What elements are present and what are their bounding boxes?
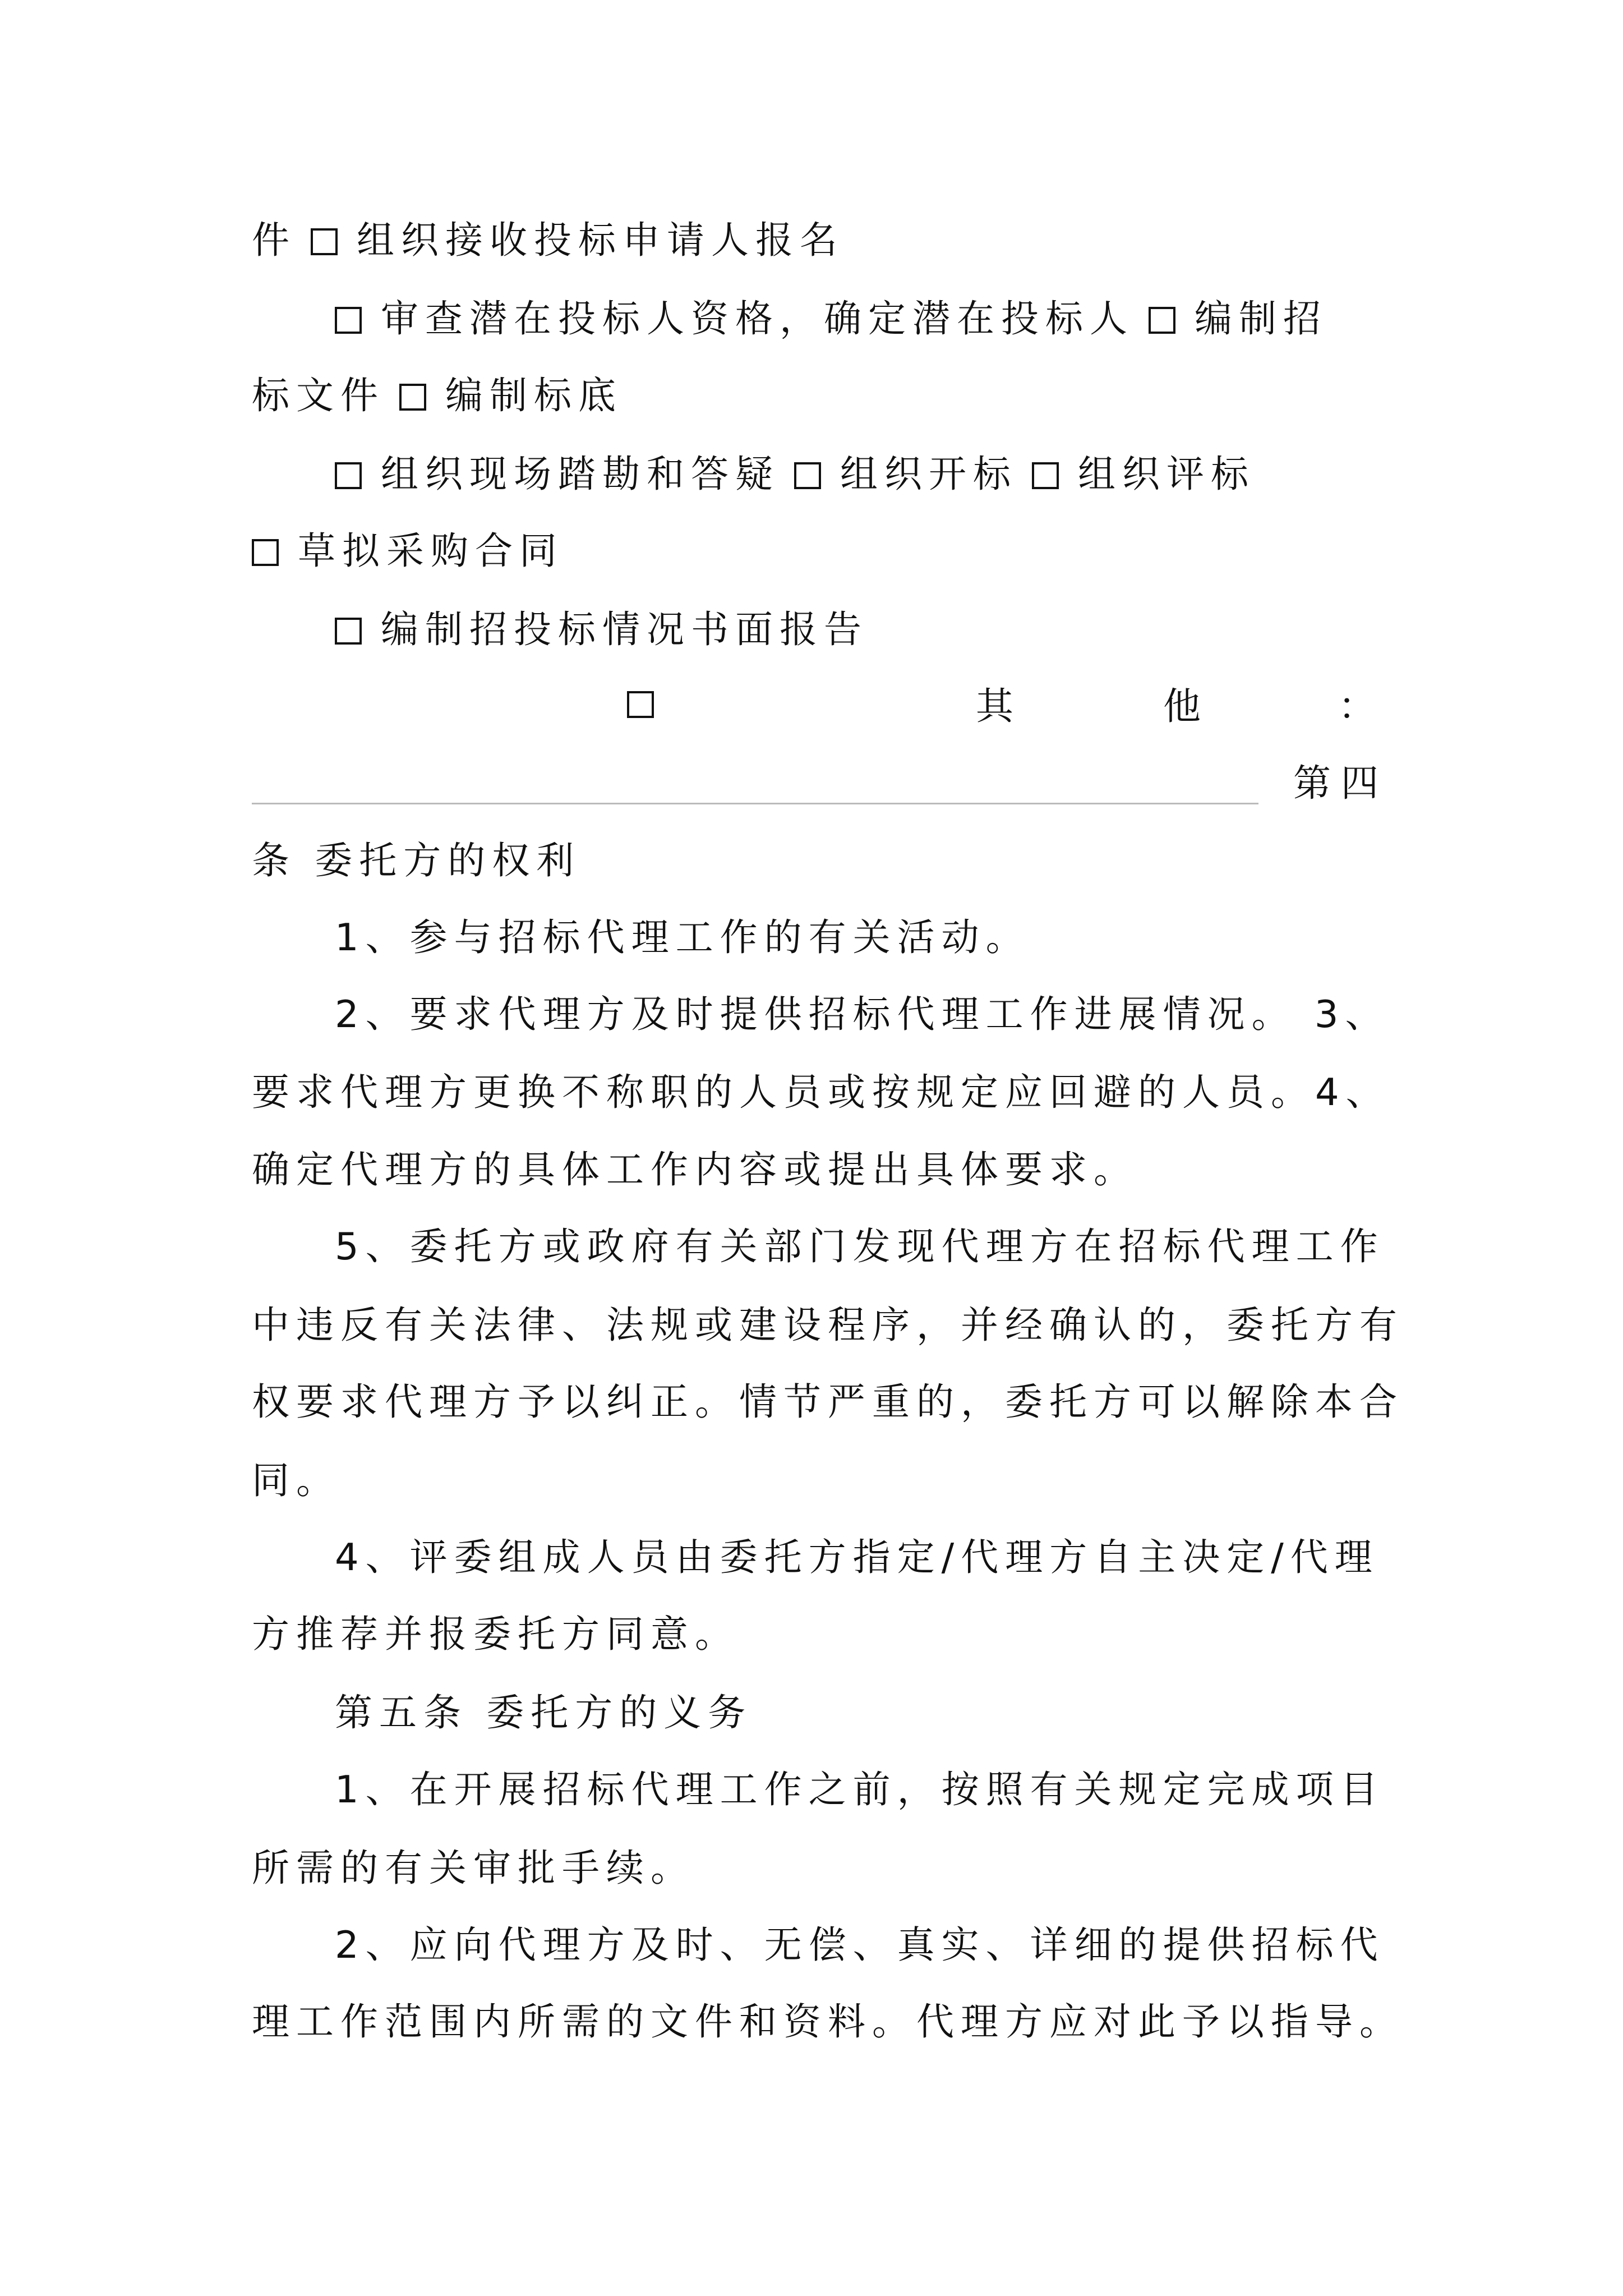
- line-5: [252, 523, 564, 579]
- line-1: [252, 212, 844, 268]
- right-item-5-line-3: 权要求代理方予以纠正。情节严重的，委托方可以解除本合: [252, 1380, 1404, 1424]
- option-prepare-tender-docs: 编制招: [1195, 297, 1327, 341]
- article-5-heading: 第五条 委托方的义务: [335, 1691, 753, 1734]
- option-written-report: 编制招投标情况书面报告: [381, 608, 868, 651]
- duty-item-1-line-2: 所需的有关审批手续。: [252, 1846, 695, 1890]
- option-review-qualification: 审查潜在投标人资格，确定潜在投标人: [381, 297, 1134, 341]
- option-other-colon: ：: [1338, 684, 1376, 728]
- line-1-prefix: 件: [252, 218, 296, 262]
- line-3-prefix: 标文件: [252, 374, 385, 417]
- fill-in-blank-line[interactable]: [252, 803, 1258, 804]
- right-item-5-line-1: 5、委托方或政府有关部门发现代理方在招标代理工作: [335, 1225, 1385, 1268]
- checkbox-bid-opening[interactable]: [794, 462, 821, 489]
- checkbox-receive-registration[interactable]: [311, 228, 338, 255]
- option-bid-opening: 组织开标: [840, 452, 1017, 496]
- option-receive-registration: 组织接收投标申请人报名: [357, 218, 844, 262]
- right-item-2: 2、要求代理方及时提供招标代理工作进展情况。 3、: [335, 992, 1390, 1036]
- duty-item-1-line-1: 1、在开展招标代理工作之前，按照有关规定完成项目: [335, 1768, 1385, 1811]
- right-item-4-line-2: 方推荐并报委托方同意。: [252, 1612, 739, 1656]
- line-2: [335, 291, 1327, 347]
- duty-item-2-line-2: 理工作范围内所需的文件和资料。代理方应对此予以指导。: [252, 2000, 1404, 2044]
- option-site-visit: 组织现场踏勘和答疑: [381, 452, 780, 496]
- checkbox-other[interactable]: [627, 691, 654, 718]
- right-item-5-line-2: 中违反有关法律、法规或建设程序，并经确认的，委托方有: [252, 1303, 1404, 1347]
- line-4: [335, 446, 1255, 502]
- right-item-5-line-4: 同。: [252, 1458, 340, 1502]
- option-other-char-2: 他: [1163, 684, 1201, 728]
- line-3: [252, 367, 623, 424]
- line-6: [335, 601, 868, 657]
- right-item-3-cont: 确定代理方的具体工作内容或提出具体要求。: [252, 1148, 1138, 1191]
- option-draft-contract: 草拟采购合同: [298, 529, 564, 573]
- option-bid-evaluation: 组织评标: [1078, 452, 1255, 496]
- checkbox-draft-contract[interactable]: [252, 539, 279, 566]
- option-other-char-1: 其: [976, 684, 1013, 728]
- right-item-1: 1、参与招标代理工作的有关活动。: [335, 915, 1030, 959]
- checkbox-written-report[interactable]: [335, 618, 362, 645]
- article-4-heading: 条 委托方的权利: [252, 839, 581, 882]
- checkbox-prepare-base-price[interactable]: [399, 384, 426, 411]
- right-item-3: 要求代理方更换不称职的人员或按规定应回避的人员。4、: [252, 1070, 1390, 1114]
- article-4-heading-part-1: 第四: [1293, 761, 1389, 805]
- checkbox-prepare-tender-docs[interactable]: [1149, 307, 1175, 334]
- duty-item-2-line-1: 2、应向代理方及时、无偿、真实、详细的提供招标代: [335, 1923, 1385, 1967]
- checkbox-bid-evaluation[interactable]: [1032, 462, 1059, 489]
- right-item-4-line-1: 4、评委组成人员由委托方指定/代理方自主决定/代理: [335, 1535, 1379, 1579]
- checkbox-review-qualification[interactable]: [335, 307, 362, 334]
- option-prepare-base-price: 编制标底: [445, 374, 623, 417]
- checkbox-site-visit[interactable]: [335, 462, 362, 489]
